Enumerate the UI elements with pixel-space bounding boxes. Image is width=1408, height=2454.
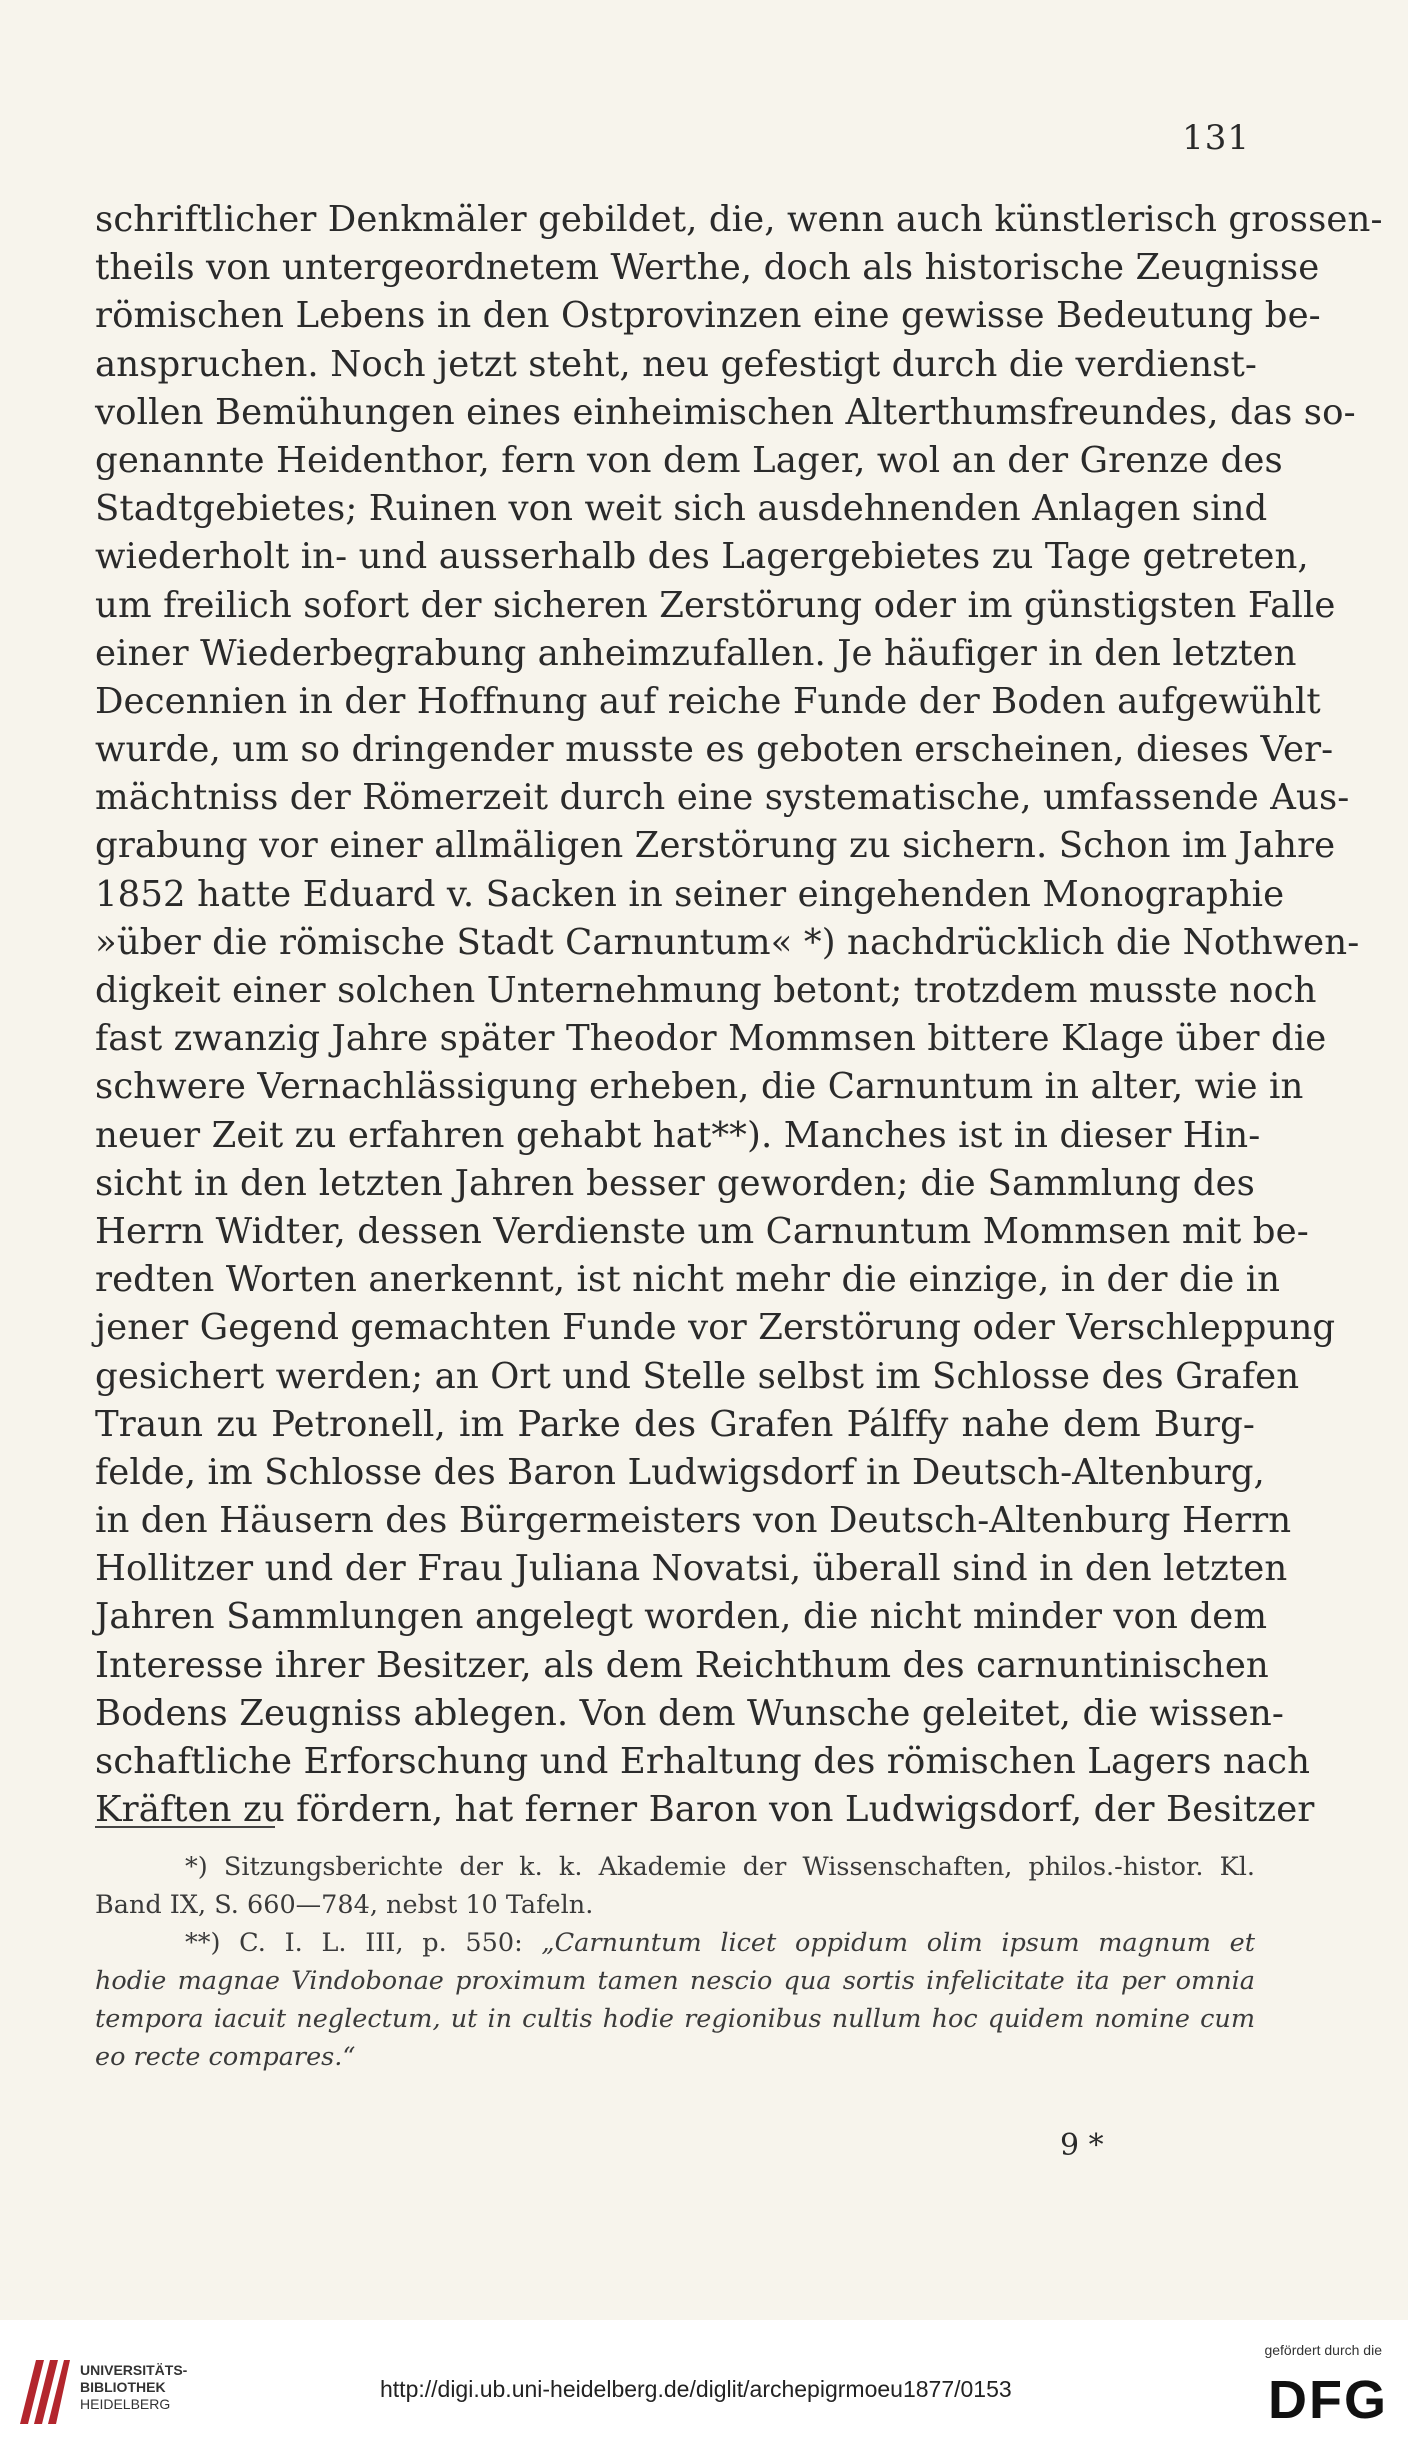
footnote-line: tempora iacuit neglectum, ut in cultis hodie regionibus nullum hoc quidem nomine cum (95, 2004, 1255, 2034)
text-line: Bodens Zeugniss ablegen. Von dem Wunsche geleitet, die wissen- (95, 1692, 1284, 1734)
footnote-line (95, 1924, 1255, 1962)
footnote-line: eo recte compares.“ (95, 2042, 356, 2072)
text-line: fast zwanzig Jahre später Theodor Mommsen bittere Klage über die (95, 1018, 1327, 1060)
footnote-divider (95, 1826, 275, 1828)
footnote-line: *) Sitzungsberichte der k. k. Akademie der Wissenschaften, philos.-histor. Kl. (185, 1852, 1255, 1882)
text-line: grabung vor einer allmäligen Zerstörung zu sichern. Schon im Jahre (95, 825, 1336, 867)
footnote-line: Band IX, S. 660—784, nebst 10 Tafeln. (95, 1890, 594, 1920)
text-line: Interesse ihrer Besitzer, als dem Reichthum des carnuntinischen (95, 1644, 1269, 1686)
footer-bar (0, 2320, 1408, 2454)
text-line: vollen Bemühungen eines einheimischen Alterthumsfreundes, das so- (95, 391, 1356, 433)
footnote-quote: „Carnuntum licet oppidum olim ipsum magnum et (541, 1928, 1255, 1958)
text-line: Jahren Sammlungen angelegt worden, die nicht minder von dem (95, 1596, 1268, 1638)
dfg-logo: DFG (1268, 2370, 1388, 2430)
university-logo-icon (14, 2354, 72, 2430)
text-line: redten Worten anerkennt, ist nicht mehr die einzige, in der die in (95, 1259, 1281, 1301)
text-line: gesichert werden; an Ort und Stelle selbst im Schlosse des Grafen (95, 1355, 1300, 1397)
text-line: schaftliche Erforschung und Erhaltung des römischen Lagers nach (95, 1741, 1311, 1782)
text-line: schwere Vernachlässigung erheben, die Carnuntum in alter, wie in (95, 1066, 1304, 1108)
footnotes (95, 1848, 1255, 2076)
text-line: jener Gegend gemachten Funde vor Zerstörung oder Verschleppung (95, 1307, 1336, 1349)
text-line: Traun zu Petronell, im Parke des Grafen Pálffy nahe dem Burg- (95, 1403, 1255, 1445)
funding-caption: gefördert durch die (1264, 2342, 1382, 2358)
text-line: neuer Zeit zu erfahren gehabt hat**). Manches ist in dieser Hin- (95, 1114, 1261, 1156)
library-line-2: BIBLIOTHEK (80, 2379, 166, 2395)
text-line: Herrn Widter, dessen Verdienste um Carnuntum Mommsen mit be- (95, 1210, 1309, 1252)
signature-mark: 9 * (1060, 2128, 1104, 2163)
text-line: um freilich sofort der sicheren Zerstörung oder im günstigsten Falle (95, 584, 1336, 626)
library-line-3: HEIDELBERG (80, 2396, 171, 2412)
source-url-link[interactable]: http://digi.ub.uni-heidelberg.de/diglit/archepigrmoeu1877/0153 (380, 2376, 1012, 2402)
text-line: wurde, um so dringender musste es geboten erscheinen, dieses Ver- (95, 729, 1334, 771)
text-line: römischen Lebens in den Ostprovinzen eine gewisse Bedeutung be- (95, 295, 1321, 337)
text-line: in den Häusern des Bürgermeisters von Deutsch-Altenburg Herrn (95, 1500, 1292, 1542)
body-text (95, 196, 1383, 1834)
text-line: Stadtgebietes; Ruinen von weit sich ausdehnenden Anlagen sind (95, 488, 1268, 530)
text-line: 1852 hatte Eduard v. Sacken in seiner eingehenden Monographie (95, 873, 1285, 915)
text-line: einer Wiederbegrabung anheimzufallen. Je häufiger in den letzten (95, 632, 1297, 674)
text-line: theils von untergeordnetem Werthe, doch als historische Zeugnisse (95, 247, 1320, 289)
text-line: schriftlicher Denkmäler gebildet, die, wenn auch künstlerisch grossen- (95, 199, 1383, 240)
text-line: »über die römische Stadt Carnuntum« *) nachdrücklich die Nothwen- (95, 921, 1360, 963)
text-line: wiederholt in- und ausserhalb des Lagergebietes zu Tage getreten, (95, 536, 1309, 578)
text-line: anspruchen. Noch jetzt steht, neu gefestigt durch die verdienst- (95, 343, 1258, 385)
library-line-1: UNIVERSITÄTS- (80, 2362, 188, 2378)
text-line: Hollitzer und der Frau Juliana Novatsi, überall sind in den letzten (95, 1548, 1288, 1590)
text-line: Decennien in der Hoffnung auf reiche Funde der Boden aufgewühlt (95, 680, 1321, 722)
text-line: sicht in den letzten Jahren besser geworden; die Sammlung des (95, 1162, 1255, 1204)
text-line: digkeit einer solchen Unternehmung betont; trotzdem musste noch (95, 970, 1317, 1011)
footnote-line: hodie magnae Vindobonae proximum tamen nescio qua sortis infelicitate ita per omnia (95, 1966, 1255, 1996)
library-name (80, 2362, 187, 2413)
footnote-prefix: **) C. I. L. III, p. 550: (185, 1928, 542, 1958)
text-line: Kräften zu fördern, hat ferner Baron von Ludwigsdorf, der Besitzer (95, 1789, 1315, 1831)
text-line: genannte Heidenthor, fern von dem Lager, wol an der Grenze des (95, 439, 1283, 481)
page-number: 131 (1182, 118, 1250, 158)
text-line: felde, im Schlosse des Baron Ludwigsdorf in Deutsch-Altenburg, (95, 1451, 1265, 1493)
text-line: mächtniss der Römerzeit durch eine systematische, umfassende Aus- (95, 777, 1350, 819)
